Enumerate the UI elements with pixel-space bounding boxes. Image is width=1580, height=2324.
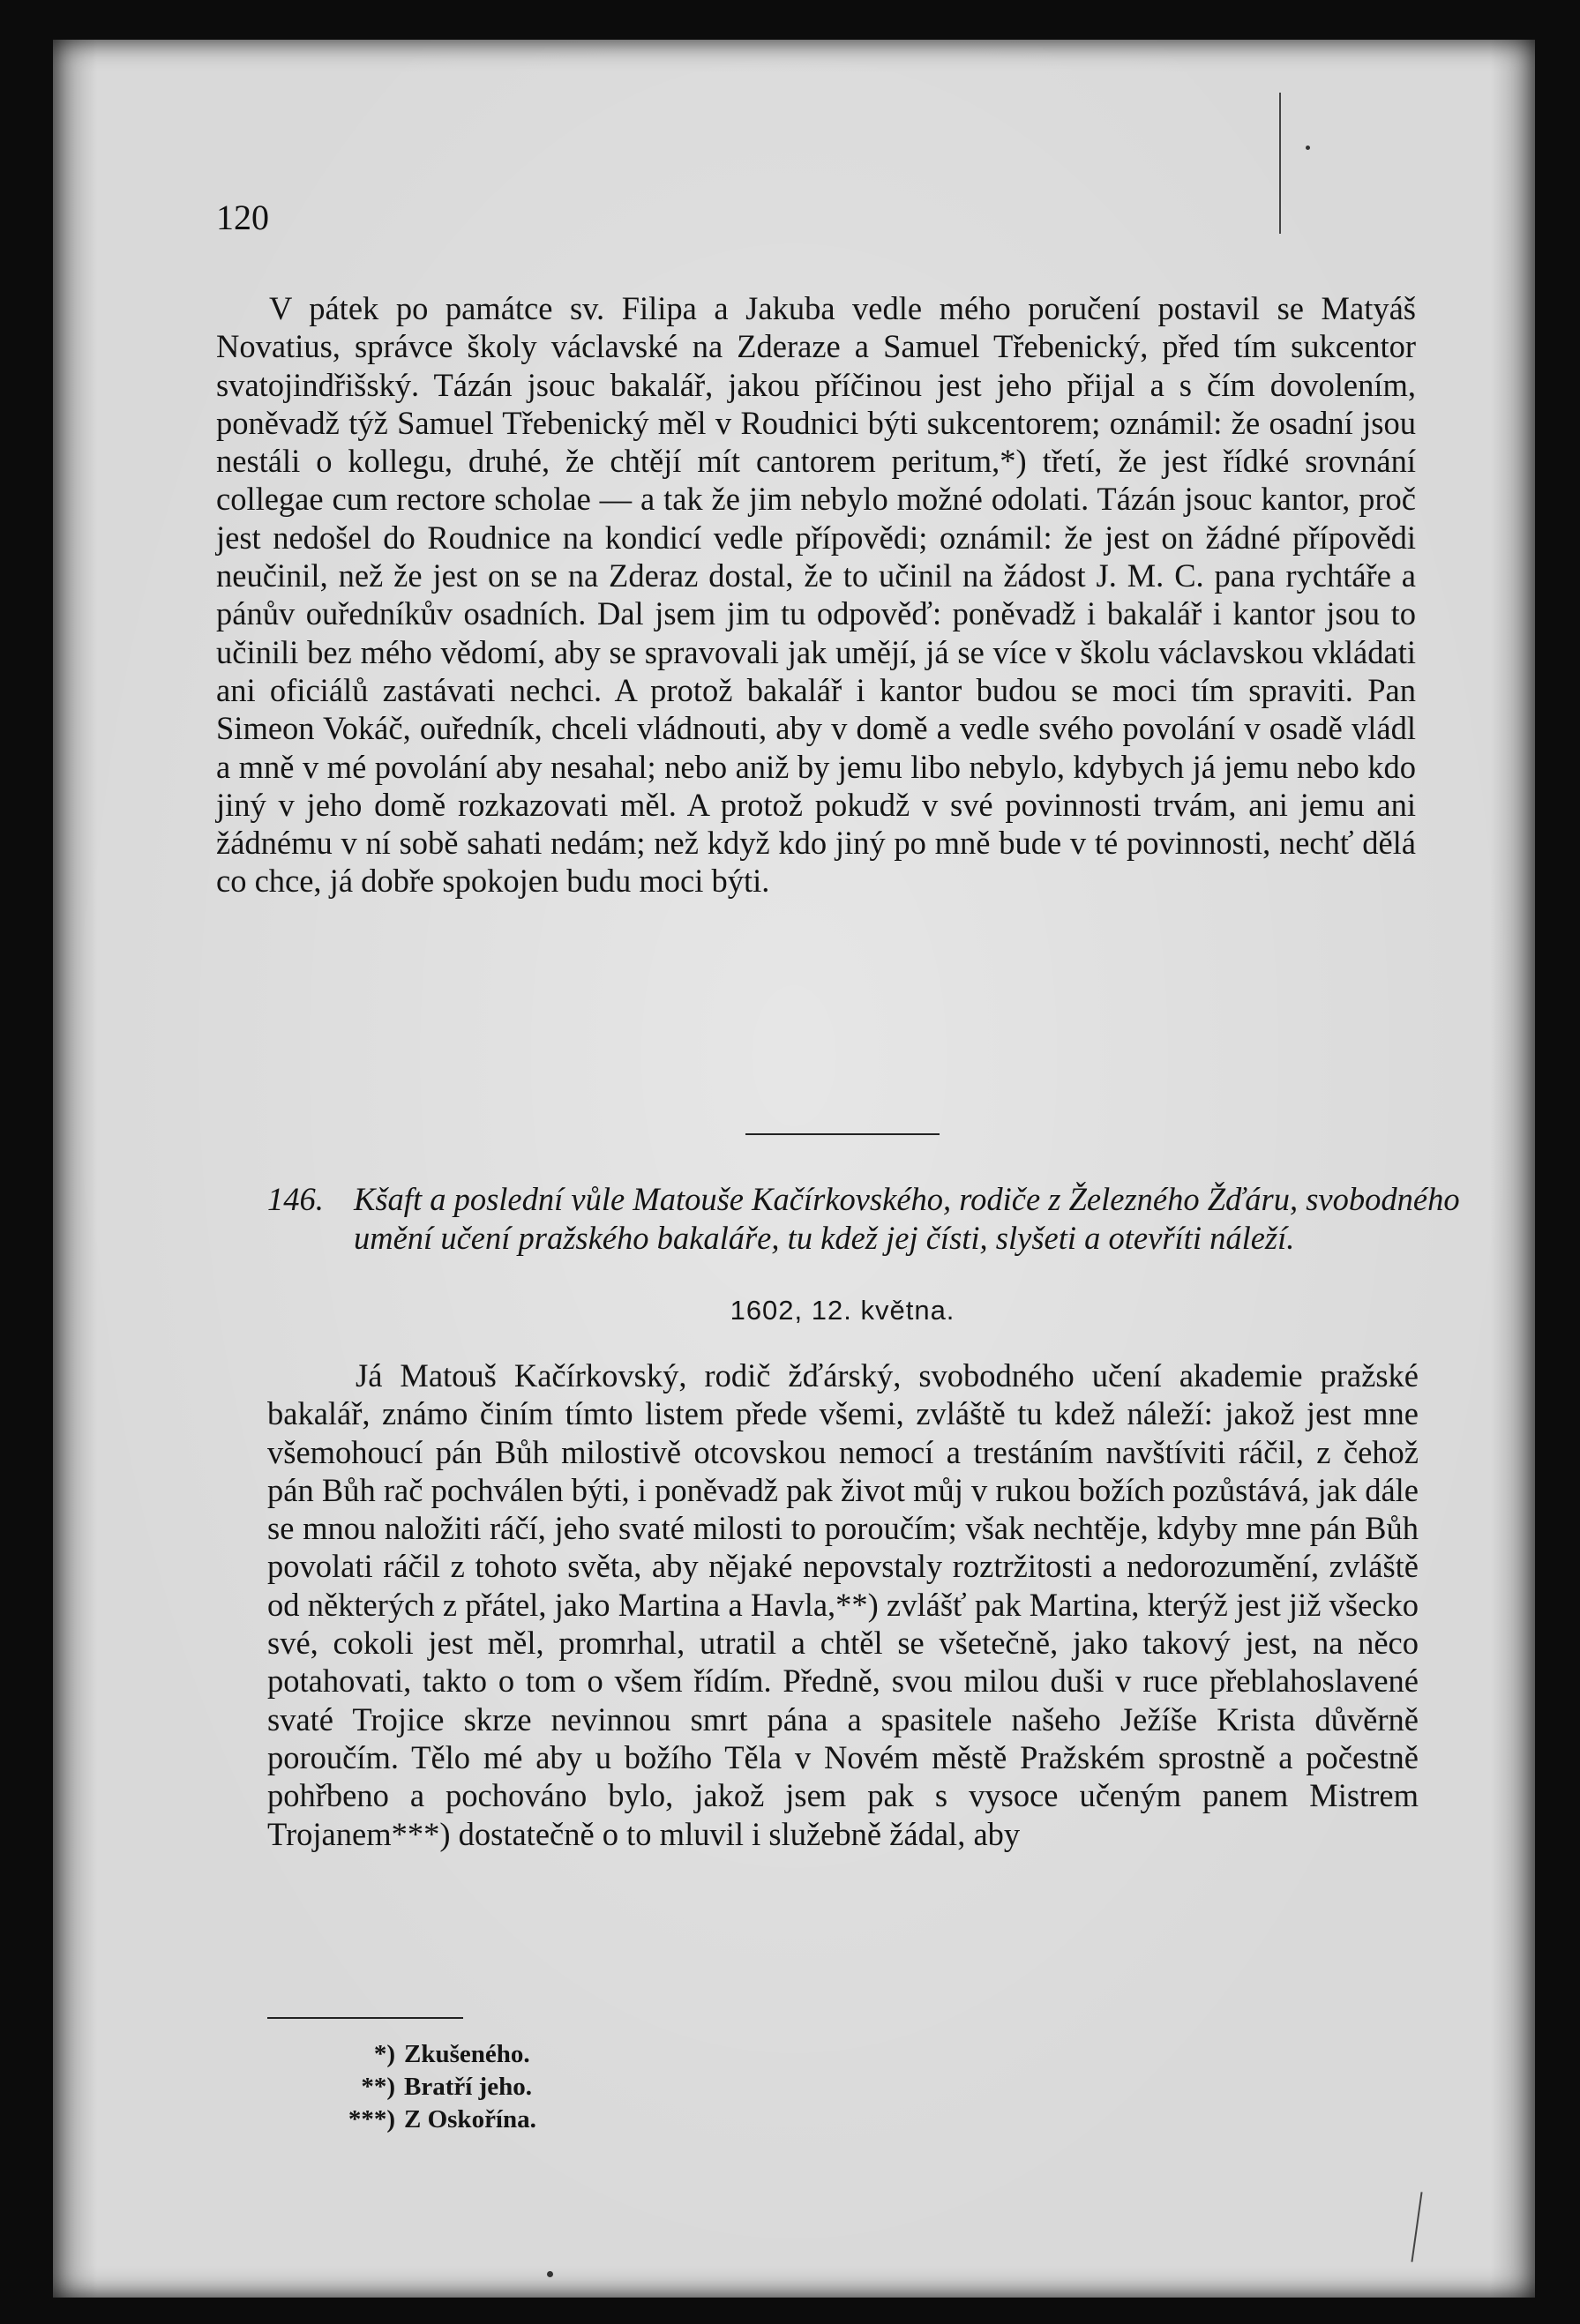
footnote-text: Zkušeného. — [404, 2040, 530, 2068]
footnote — [267, 2104, 620, 2136]
paragraph-2-text: Já Matouš Kačírkovský, rodič žďárský, svobodného učení akademie pražské bakalář, známo činím tímto listem přede všemi, zvláště tu kdež náleží: jakož jest mne všemohoucí pán Bůh milostivě otcovskou nemocí a trestáním navštíviti ráčil, z čehož pán Bůh rač pochválen býti, i poněvadž pak život můj v rukou božích pozůstává, jak dále se mnou naložiti ráčí, jeho svaté milosti to poroučím; však nechtěje, kdyby mne pán Bůh povolati ráčil z tohoto světa, aby nějaké nepovstaly roztržitosti a nedorozumění, zvláště od některých z přátel, jako Martina a Havla,**) zvlášť pak Martina, kterýž jest již všecko své, cokoli jest měl, promrhal, utratil a chtěl se všetečně, jako takový jest, na něco potahovati, takto o tom o všem řídím. Předně, svou milou duši v ruce přeblahoslavené svaté Trojice skrze nevinnou smrt pána a spasitele našeho Ježíše Krista důvěrně poroučím. Tělo mé aby u božího Těla v Novém městě Pražském sprostně a počestně pohřbeno a pochováno bylo, jakož jsem pak s vysoce učeným panem Mistrem Trojanem***) dostatečně o to mluvil i služebně žádal, aby — [267, 1357, 1419, 1852]
scan-artifact-line — [1411, 2192, 1422, 2262]
footnotes — [267, 2038, 620, 2136]
footnote-text: Bratří jeho. — [404, 2073, 532, 2101]
paragraph-2 — [267, 1356, 1419, 1853]
scanned-page — [53, 40, 1535, 2298]
footnote-divider — [267, 2017, 463, 2019]
section-divider — [745, 1133, 940, 1135]
document-date: 1602, 12. května. — [730, 1295, 955, 1326]
footnote — [267, 2071, 620, 2104]
document-number: 146. — [267, 1181, 324, 1217]
paragraph-1 — [216, 289, 1416, 900]
heading-title — [267, 1180, 1471, 1257]
heading-line-2: svobodného umění učení pražského bakaláře, tu kdež jej čísti, slyšeti a otevříti náleží. — [354, 1181, 1460, 1256]
footnote-mark: ***) — [348, 2105, 395, 2133]
page-number: 120 — [216, 198, 269, 237]
document-heading — [267, 1180, 1471, 1257]
heading-line-1: Kšaft a poslední vůle Matouše Kačírkovského, rodiče z Železného Žďáru, — [354, 1181, 1299, 1217]
scan-speck — [1306, 146, 1310, 150]
scan-speck — [547, 2271, 553, 2277]
footnote-mark: **) — [361, 2073, 395, 2101]
scan-artifact-line — [1279, 93, 1281, 234]
paragraph-1-text: V pátek po památce sv. Filipa a Jakuba vedle mého poručení postavil se Matyáš Novatius, správce školy václavské na Zderaze a Samuel Třebenický, před tím sukcentor svatojindřišský. Tázán jsouc bakalář, jakou příčinou jest jeho přijal a s čím dovolením, poněvadž týž Samuel Třebenický měl v Roudnici býti sukcentorem; oznámil: že osadní jsou nestáli o kollegu, druhé, že chtějí mít cantorem peritum,*) třetí, že jest řídké srovnání collegae cum rectore scholae — a tak že jim nebylo možné odolati. Tázán jsouc kantor, proč jest nedošel do Roudnice na kondicí vedle přípovědi; oznámil: že jest on žádné přípovědi neučinil, než že jest on se na Zderaz dostal, že to učinil na žádost J. M. C. pana rychtáře a pánův ouředníkův osadních. Dal jsem jim tu odpověď: poněvadž i bakalář i kantor jsou to učinili bez mého vědomí, aby se spravovali jak umějí, já se více v školu václavskou vkládati ani oficiálů zastávati nechci. A protož bakalář i kantor budou se moci tím spraviti. Pan Simeon Vokáč, ouředník, chceli vládnouti, aby v domě a vedle svého povolání v osadě vládl a mně v mé povolání aby nesahal; nebo aniž by jemu libo nebylo, kdybych já jemu nebo kdo jiný v jeho domě rozkazovati měl. A protož pokudž v své povinnosti trvám, ani jemu ani žádnému v ní sobě sahati nedám; než když kdo jiný po mně bude v té povinnosti, nechť dělá co chce, já dobře spokojen budu moci býti. — [216, 290, 1416, 900]
footnote-mark: *) — [373, 2040, 395, 2068]
footnote-text: Z Oskořína. — [404, 2105, 536, 2133]
footnote — [267, 2038, 620, 2071]
